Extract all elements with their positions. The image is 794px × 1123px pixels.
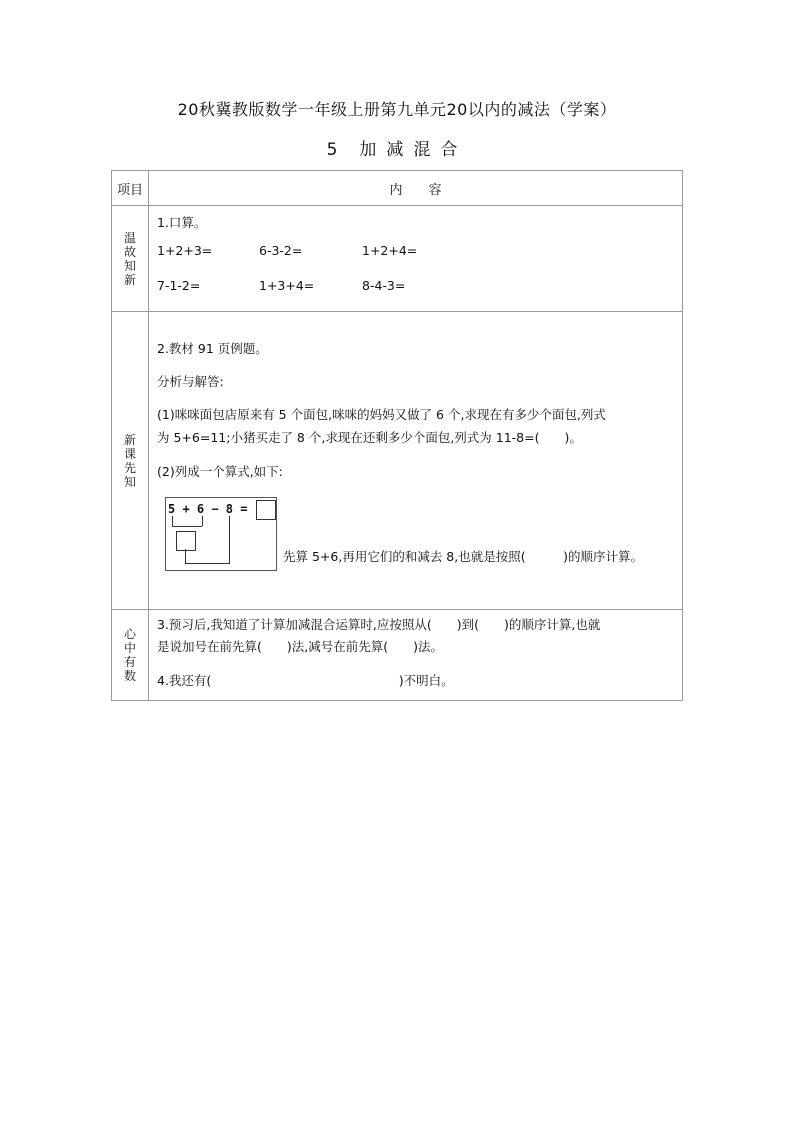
worksheet-table <box>111 170 683 701</box>
diagram-expression: 5 + 6 − 8 = <box>168 502 248 516</box>
diagram-note: 先算 5+6,再用它们的和减去 8,也就是按照( )的顺序计算。 <box>283 549 643 564</box>
oral-calc-grid <box>157 231 676 311</box>
summary-side-label: 心 中 有 数 <box>112 610 149 701</box>
header-item: 项目 <box>112 171 149 206</box>
problem: 6-3-2= <box>259 243 303 258</box>
new-side-label: 新 课 先 知 <box>112 312 149 610</box>
item-3-line1: 3.预习后,我知道了计算加减混合运算时,应按照从( )到( )的顺序计算,也就 <box>157 617 601 632</box>
problem-1-line1: (1)咪咪面包店原来有 5 个面包,咪咪的妈妈又做了 6 个,求现在有多少个面包,列式 <box>157 407 606 422</box>
problem: 8-4-3= <box>362 278 406 293</box>
lesson-name: 加减混合 <box>359 140 468 160</box>
item-3-line2: 是说加号在前先算( )法,减号在前先算( )法。 <box>157 639 443 654</box>
problem: 1+2+3= <box>157 243 213 258</box>
calculation-diagram <box>165 497 277 571</box>
intermediate-box <box>176 531 196 551</box>
lesson-subtitle <box>0 135 794 160</box>
page-title: 20秋冀教版数学一年级上册第九单元20以内的减法（学案） <box>177 100 617 119</box>
problem-1-line2: 为 5+6=11;小猪买走了 8 个,求现在还剩多少个面包,列式为 11-8=( )。 <box>157 430 582 445</box>
review-content <box>149 206 683 312</box>
summary-content <box>149 610 683 701</box>
new-lesson-content <box>149 312 683 610</box>
review-row <box>112 206 683 312</box>
problem: 1+2+4= <box>362 243 418 258</box>
problem: 1+3+4= <box>259 278 315 293</box>
summary-row <box>112 610 683 701</box>
new-lesson-row <box>112 312 683 610</box>
item-4: 4.我还有( )不明白。 <box>157 673 454 688</box>
header-content: 内 容 <box>149 171 683 206</box>
problem-2: (2)列成一个算式,如下: <box>157 464 283 479</box>
item-2: 2.教材 91 页例题。 <box>157 341 268 356</box>
oral-calc-heading: 1.口算。 <box>157 215 207 230</box>
lesson-number: 5 <box>326 140 338 160</box>
problem: 7-1-2= <box>157 278 201 293</box>
review-side-label: 温 故 知 新 <box>112 206 149 312</box>
analysis-label: 分析与解答: <box>157 374 224 389</box>
answer-box <box>256 500 276 520</box>
